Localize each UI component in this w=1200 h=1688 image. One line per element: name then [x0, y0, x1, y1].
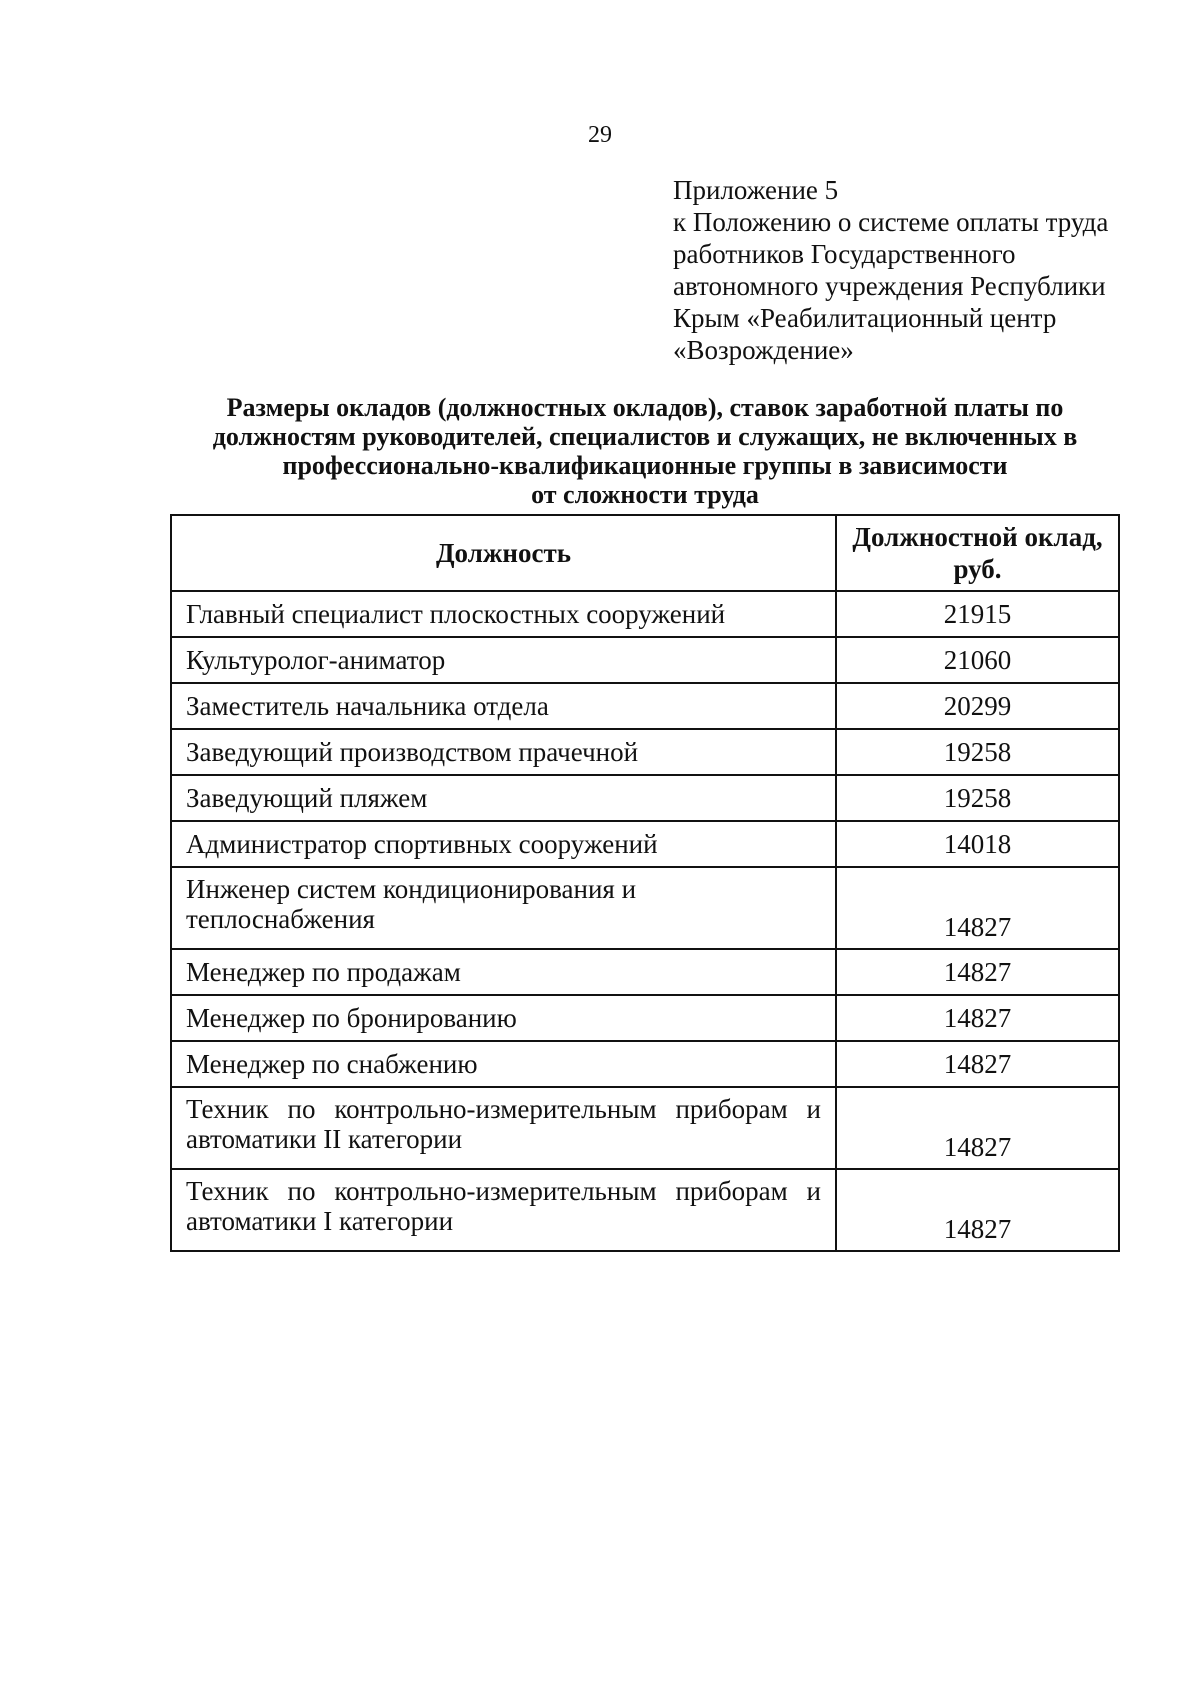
cell-position: Техник по контрольно-измерительным приборам и автоматики II категории: [171, 1087, 836, 1169]
table-header-row: [171, 515, 1119, 591]
cell-position: Главный специалист плоскостных сооружений: [171, 591, 836, 637]
cell-salary: 21060: [836, 637, 1119, 683]
appendix-line: Крым «Реабилитационный центр: [673, 303, 1057, 333]
title-line: профессионально-квалификационные группы в зависимости: [282, 451, 1008, 480]
table-row: [171, 821, 1119, 867]
cell-salary: 14827: [836, 867, 1119, 949]
appendix-line: к Положению о системе оплаты труда: [673, 207, 1109, 237]
cell-salary: 14827: [836, 949, 1119, 995]
appendix-line: автономного учреждения Республики: [673, 271, 1106, 301]
cell-position: Заведующий производством прачечной: [171, 729, 836, 775]
cell-position: Инженер систем кондиционирования и теплоснабжения: [171, 867, 836, 949]
title-line: от сложности труда: [531, 480, 759, 509]
cell-salary: 14827: [836, 1041, 1119, 1087]
cell-salary: 21915: [836, 591, 1119, 637]
cell-position: Заведующий пляжем: [171, 775, 836, 821]
table-row: [171, 1041, 1119, 1087]
cell-salary: 14827: [836, 1169, 1119, 1251]
cell-salary: 20299: [836, 683, 1119, 729]
table-row: [171, 1169, 1119, 1251]
table-row: [171, 995, 1119, 1041]
cell-position: Заместитель начальника отдела: [171, 683, 836, 729]
table-row: [171, 637, 1119, 683]
cell-salary: 14827: [836, 1087, 1119, 1169]
cell-position: Менеджер по бронированию: [171, 995, 836, 1041]
document-title: [170, 393, 1120, 509]
table-row: [171, 775, 1119, 821]
header-salary-line: Должностной оклад,: [852, 522, 1103, 552]
appendix-line: «Возрождение»: [673, 335, 854, 365]
appendix-line: работников Государственного: [673, 239, 1016, 269]
cell-salary: 19258: [836, 729, 1119, 775]
cell-salary: 19258: [836, 775, 1119, 821]
table-row: [171, 729, 1119, 775]
header-salary: [836, 515, 1119, 591]
cell-salary: 14827: [836, 995, 1119, 1041]
page-number: 29: [588, 122, 612, 148]
cell-position: Культуролог-аниматор: [171, 637, 836, 683]
appendix-line: Приложение 5: [673, 175, 839, 205]
cell-salary: 14018: [836, 821, 1119, 867]
cell-position: Техник по контрольно-измерительным приборам и автоматики I категории: [171, 1169, 836, 1251]
appendix-reference: [673, 174, 1153, 366]
title-line: должностям руководителей, специалистов и служащих, не включенных в: [212, 422, 1078, 451]
header-salary-line: руб.: [953, 554, 1002, 584]
salary-table: [170, 514, 1120, 1252]
cell-position: Администратор спортивных сооружений: [171, 821, 836, 867]
table-row: [171, 683, 1119, 729]
table-row: [171, 591, 1119, 637]
table-row: [171, 1087, 1119, 1169]
table-row: [171, 949, 1119, 995]
title-line: Размеры окладов (должностных окладов), ставок заработной платы по: [226, 393, 1064, 422]
cell-position: Менеджер по снабжению: [171, 1041, 836, 1087]
table-row: [171, 867, 1119, 949]
cell-position: Менеджер по продажам: [171, 949, 836, 995]
header-position: Должность: [171, 515, 836, 591]
